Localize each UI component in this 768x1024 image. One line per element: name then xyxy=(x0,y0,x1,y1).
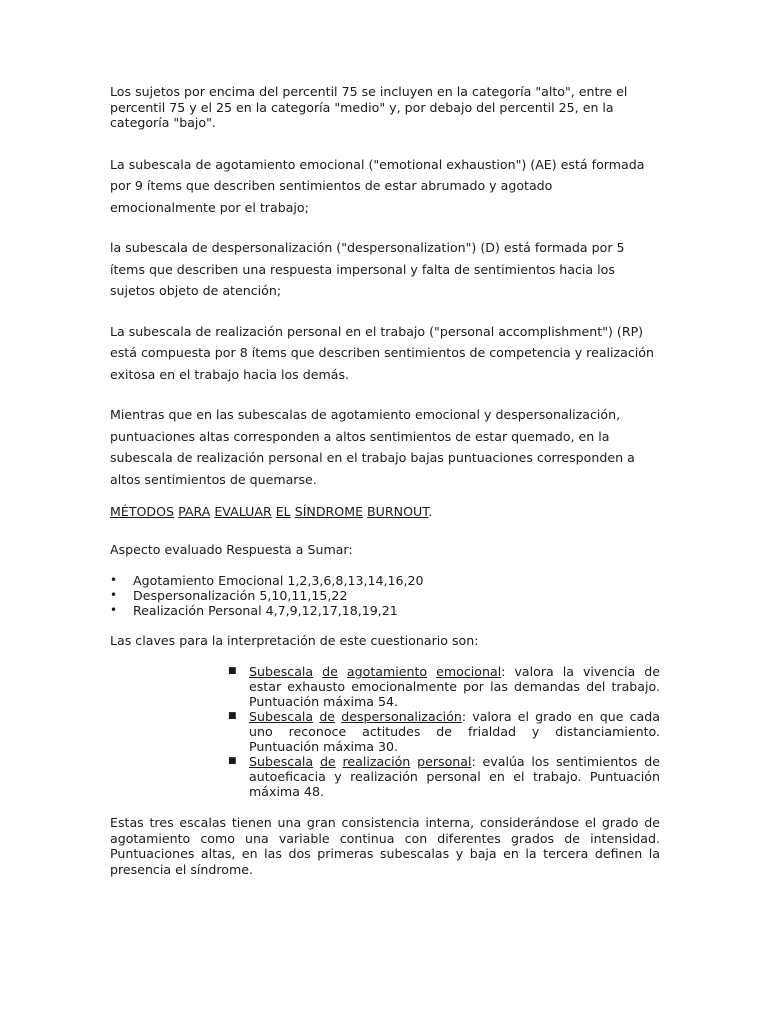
list-item xyxy=(110,588,660,603)
label-word: Subescala xyxy=(249,664,314,679)
list-item-text: Despersonalización 5,10,11,15,22 xyxy=(133,588,348,603)
list-item-text: : evalúa los sentimientos de autoeficacia y realización personal en el trabajo. Puntuación máxima 48. xyxy=(249,754,660,799)
list-item xyxy=(226,709,660,754)
list-item-text: : valora el grado en que cada uno reconoce actitudes de frialdad y distanciamiento. Puntuación máxima 30. xyxy=(249,709,660,754)
claves-list xyxy=(226,664,660,799)
label-word: despersonalización xyxy=(341,709,462,724)
section-heading xyxy=(110,504,660,520)
heading-word: EVALUAR xyxy=(214,504,272,519)
label-word: de xyxy=(319,709,336,724)
label-word: personal xyxy=(417,754,472,769)
label-word: realización xyxy=(342,754,411,769)
aspect-line: Aspecto evaluado Respuesta a Sumar: xyxy=(110,542,353,557)
claves-line: Las claves para la interpretación de este cuestionario son: xyxy=(110,633,479,648)
list-item-text: : valora la vivencia de estar exhausto emocionalmente por las demandas del trabajo. Puntuación máxima 54. xyxy=(249,664,660,709)
label-word: Subescala xyxy=(249,709,314,724)
bullet-square-icon: ■ xyxy=(228,711,237,721)
paragraph-despersonalizacion: la subescala de despersonalización ("despersonalization") (D) está formada por 5 ítems que describen una respuesta impersonal y falta de sentimientos hacia los sujetos objeto de atención; xyxy=(110,240,625,298)
heading-word: SÍNDROME xyxy=(294,504,364,519)
label-word: de xyxy=(322,664,338,679)
paragraph-puntuaciones: Mientras que en las subescalas de agotamiento emocional y despersonalización, puntuaciones altas corresponden a altos sentimientos de estar quemado, en la subescala de realización personal en el trabajo bajas puntuaciones corresponden a altos sentimientos de quemarse. xyxy=(110,407,635,487)
aspect-list xyxy=(110,573,660,618)
bullet-dot-icon: • xyxy=(110,603,118,617)
paragraph-realizacion: La subescala de realización personal en el trabajo ("personal accomplishment") (RP) está compuesta por 8 ítems que describen sentimientos de competencia y realización exitosa en el trabajo hacia los demás. xyxy=(110,323,654,382)
heading-word: PARA xyxy=(178,504,211,519)
bullet-square-icon: ■ xyxy=(228,756,237,766)
final-paragraph: Estas tres escalas tienen una gran consistencia interna, considerándose el grado de agotamiento como una variable continua con diferentes grados de intensidad. Puntuaciones altas, en las dos primeras subescalas y baja en la tercera definen la presencia el síndrome. xyxy=(110,815,660,877)
bullet-square-icon: ■ xyxy=(228,666,237,676)
bullet-dot-icon: • xyxy=(110,573,118,587)
list-item xyxy=(110,573,660,588)
list-item xyxy=(226,754,660,799)
label-word: agotamiento xyxy=(346,664,428,679)
list-item xyxy=(226,664,660,709)
heading-word: EL xyxy=(275,504,291,519)
paragraph-agotamiento: La subescala de agotamiento emocional ("emotional exhaustion") (AE) está formada por 9 ítems que describen sentimientos de estar abrumado y agotado emocionalmente por el trabajo; xyxy=(110,156,645,215)
label-word: Subescala xyxy=(249,754,314,769)
intro-paragraph: Los sujetos por encima del percentil 75 se incluyen en la categoría "alto", entre el percentil 75 y el 25 en la categoría "medio" y, por debajo del percentil 25, en la categoría "bajo". xyxy=(110,84,628,130)
heading-word: BURNOUT xyxy=(367,504,429,519)
document-page xyxy=(110,84,660,877)
heading-period: . xyxy=(428,504,433,519)
list-item xyxy=(110,603,660,618)
label-word: emocional xyxy=(436,664,502,679)
heading-word: MÉTODOS xyxy=(110,504,175,519)
list-item-text: Realización Personal 4,7,9,12,17,18,19,21 xyxy=(133,603,398,618)
list-item-text: Agotamiento Emocional 1,2,3,6,8,13,14,16,20 xyxy=(133,573,424,588)
bullet-dot-icon: • xyxy=(110,588,118,602)
label-word: de xyxy=(319,754,336,769)
